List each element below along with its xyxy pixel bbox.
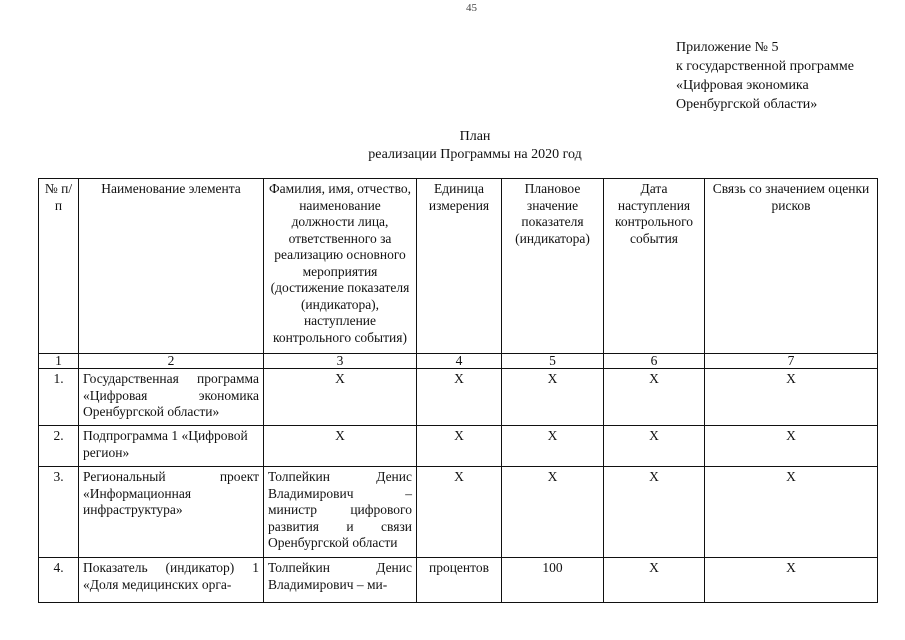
risk-link: X — [705, 467, 878, 558]
risk-link: X — [705, 558, 878, 603]
appendix-line: «Цифровая экономика — [676, 78, 809, 93]
column-number: 6 — [604, 354, 705, 369]
column-number-row — [39, 354, 878, 369]
column-number: 2 — [79, 354, 264, 369]
appendix-line: Приложение № 5 — [676, 40, 779, 55]
risk-link: X — [705, 369, 878, 426]
title-line: План — [459, 129, 491, 144]
table-row — [39, 369, 878, 426]
element-name: Подпрограмма 1 «Цифровой регион» — [79, 426, 264, 467]
appendix-line: Оренбургской области» — [676, 97, 818, 112]
planned-value: X — [502, 426, 604, 467]
column-header: Связь со значением оценки рисков — [705, 179, 878, 354]
column-number: 4 — [417, 354, 502, 369]
column-header: Единица измерения — [417, 179, 502, 354]
responsible-person: Толпейкин Денис Владимирович – ми- — [264, 558, 417, 603]
element-name: Показатель (индикатор) 1 «Доля медицинских орга- — [79, 558, 264, 603]
column-number: 5 — [502, 354, 604, 369]
control-date: X — [604, 467, 705, 558]
control-date: X — [604, 558, 705, 603]
control-date: X — [604, 369, 705, 426]
unit: X — [417, 426, 502, 467]
plan-table — [38, 178, 878, 603]
planned-value: X — [502, 369, 604, 426]
planned-value: 100 — [502, 558, 604, 603]
responsible-person: X — [264, 426, 417, 467]
column-number: 3 — [264, 354, 417, 369]
document-title — [0, 128, 905, 164]
risk-link: X — [705, 426, 878, 467]
row-number: 3. — [39, 467, 79, 558]
row-number: 4. — [39, 558, 79, 603]
column-header: Плановое значение показателя (индикатора) — [502, 179, 604, 354]
column-header: Дата наступления контрольного события — [604, 179, 705, 354]
unit: X — [417, 467, 502, 558]
responsible-person: Толпейкин Денис Владимирович – министр цифрового развития и связи Оренбургской области — [264, 467, 417, 558]
title-line: реализации Программы на 2020 год — [368, 147, 582, 162]
row-number: 2. — [39, 426, 79, 467]
element-name: Региональный проект «Информационная инфраструктура» — [79, 467, 264, 558]
page-number: 45 — [466, 2, 477, 14]
unit: X — [417, 369, 502, 426]
planned-value: X — [502, 467, 604, 558]
unit: процентов — [417, 558, 502, 603]
control-date: X — [604, 426, 705, 467]
table-row — [39, 467, 878, 558]
appendix-line: к государственной программе — [676, 59, 854, 74]
column-header: № п/п — [39, 179, 79, 354]
column-number: 1 — [39, 354, 79, 369]
element-name: Государственная программа «Цифровая экономика Оренбургской области» — [79, 369, 264, 426]
column-header: Фамилия, имя, отчество, наименование должности лица, ответственного за реализацию основного мероприятия (достижение показателя (индикатора), наступление контрольного события) — [264, 179, 417, 354]
column-header: Наименование элемента — [79, 179, 264, 354]
row-number: 1. — [39, 369, 79, 426]
table-row — [39, 426, 878, 467]
responsible-person: X — [264, 369, 417, 426]
table-header-row — [39, 179, 878, 354]
column-number: 7 — [705, 354, 878, 369]
appendix-note — [676, 38, 854, 114]
table-row — [39, 558, 878, 603]
